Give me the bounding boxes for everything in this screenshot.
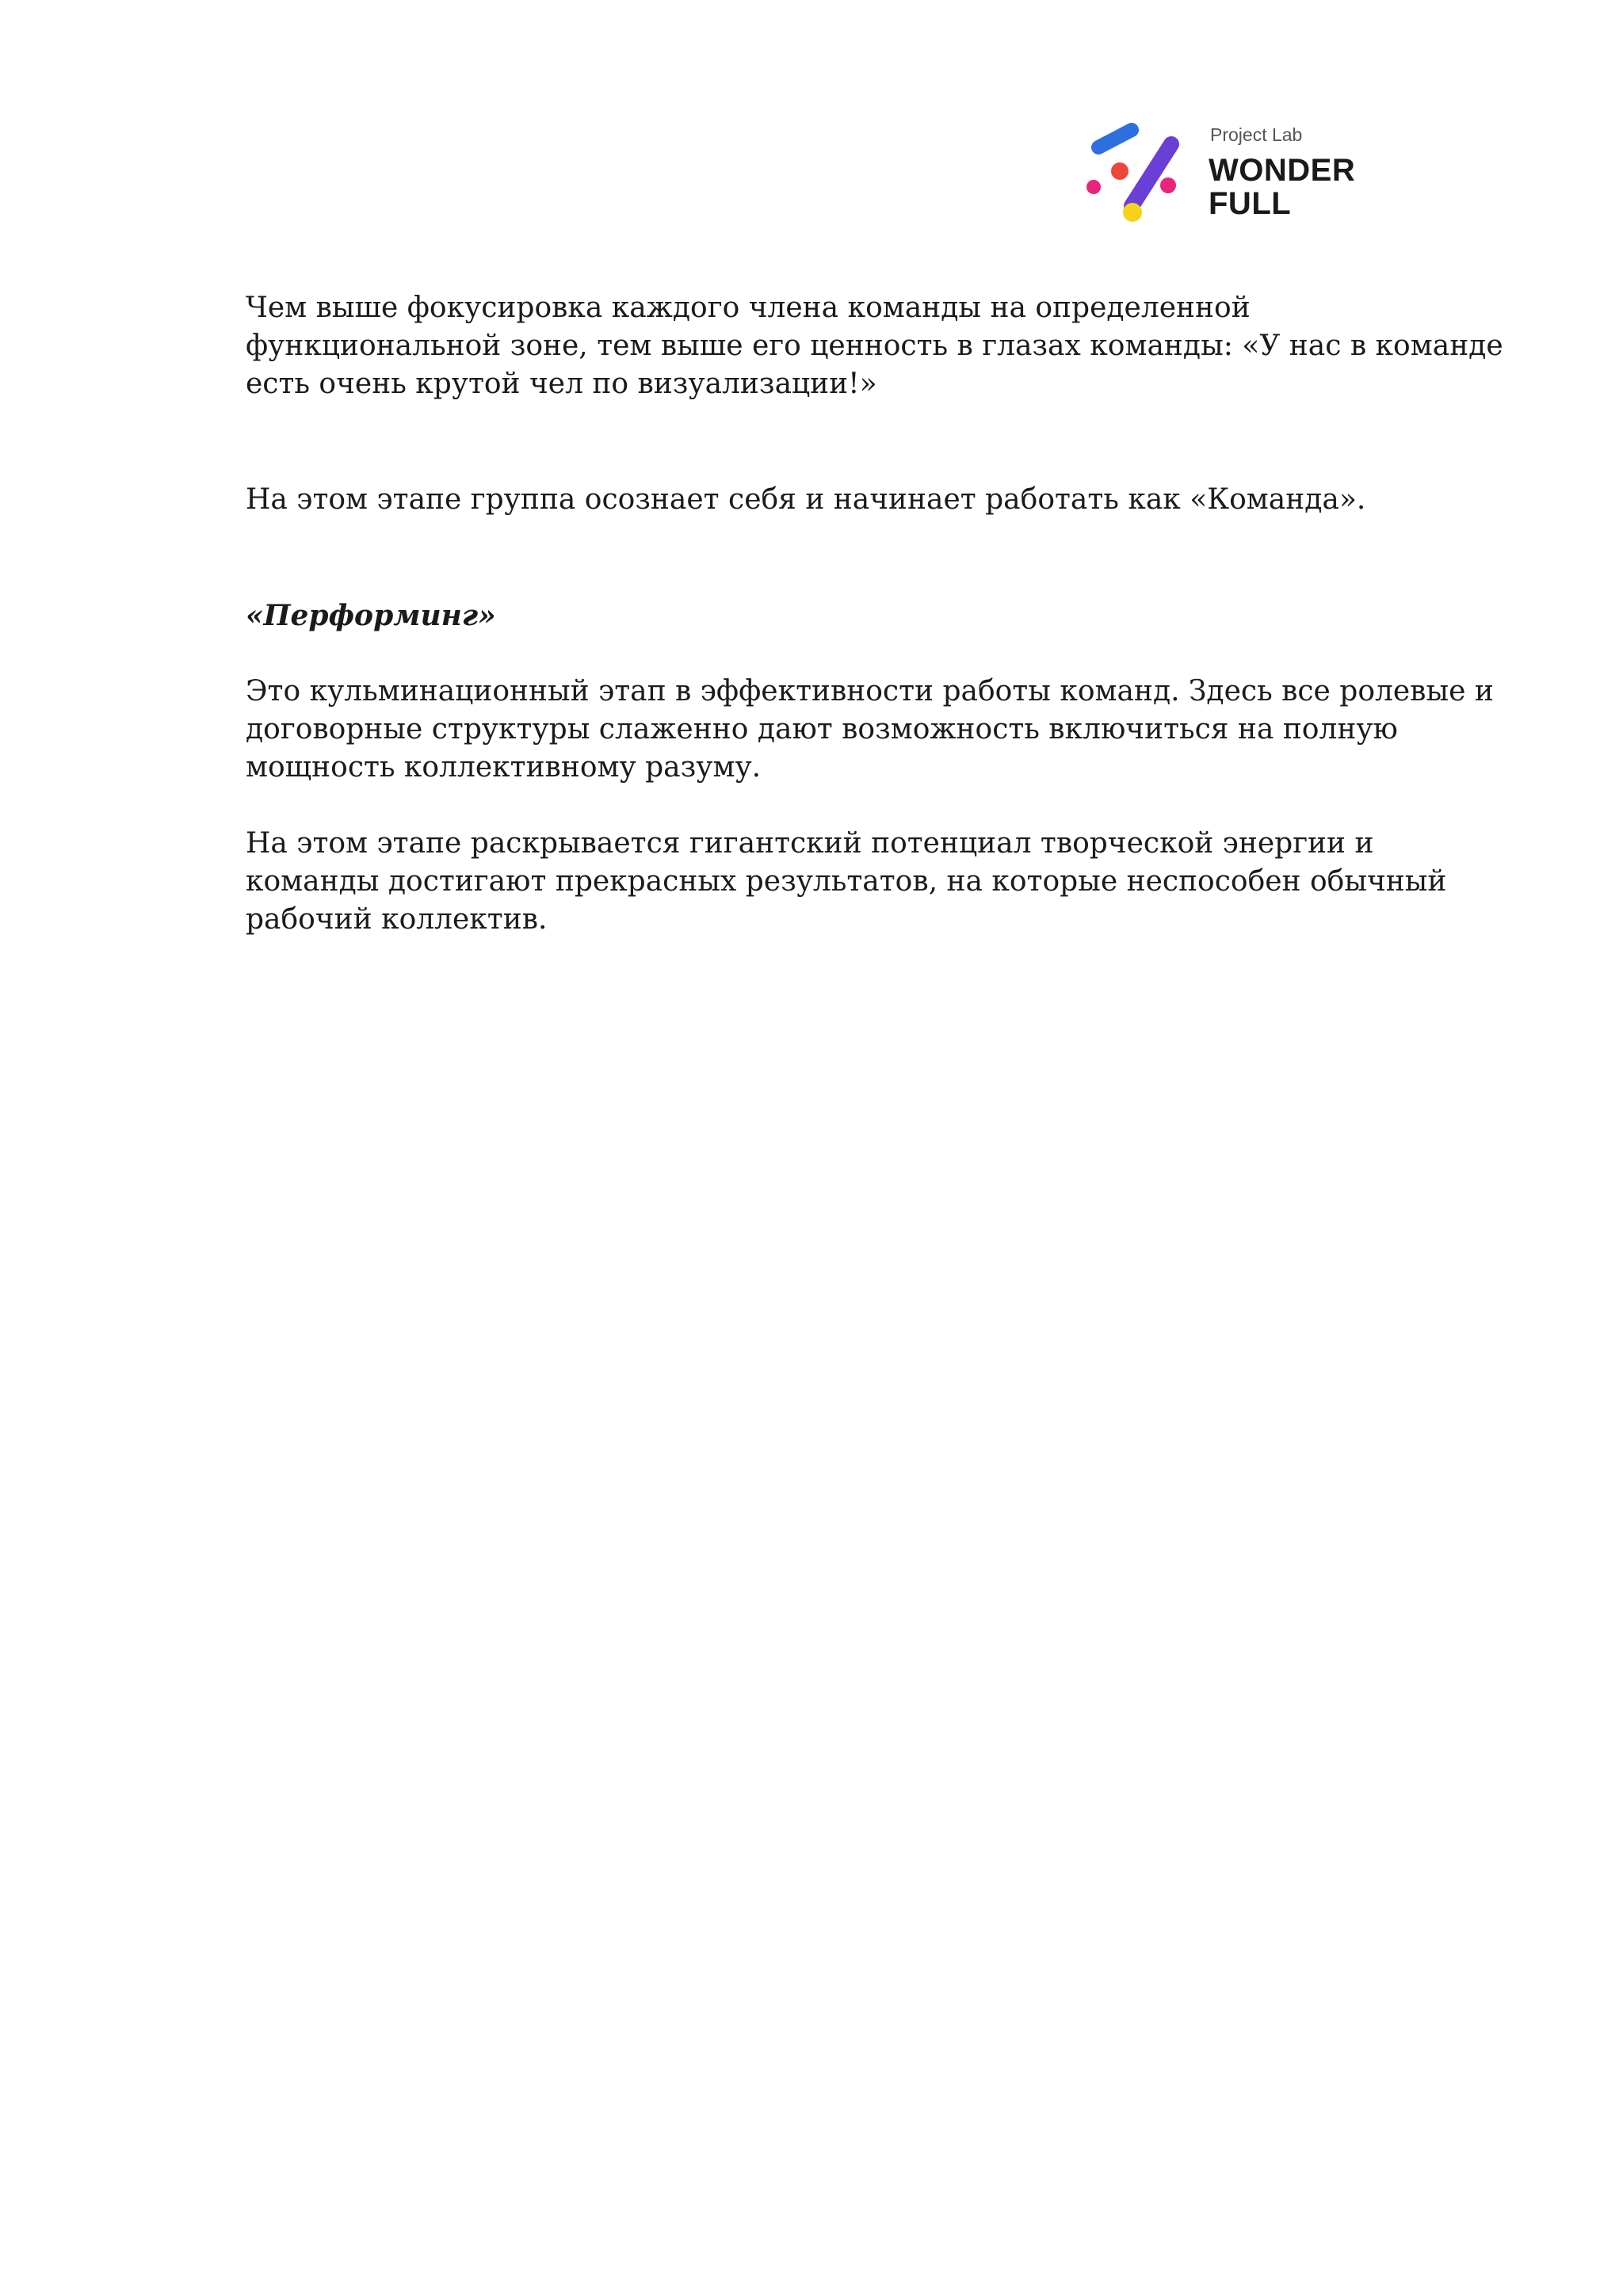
logo-red-dot bbox=[1111, 162, 1128, 180]
paragraph-culmination bbox=[246, 673, 1506, 787]
logo-subtitle: Project Lab bbox=[1210, 124, 1303, 145]
paragraph-line: функциональной зоне, тем выше его ценность в глазах команды: «У нас в команде bbox=[246, 330, 1503, 362]
logo-wordmark bbox=[1209, 154, 1355, 220]
paragraph-line: договорные структуры слаженно дают возможность включиться на полную bbox=[246, 713, 1398, 746]
logo-blue-bar bbox=[1098, 130, 1132, 147]
paragraph-line: Чем выше фокусировка каждого члена команды на определенной bbox=[246, 292, 1251, 324]
paragraph-line: есть очень крутой чел по визуализации!» bbox=[246, 368, 877, 400]
logo-pink-dot-2 bbox=[1160, 177, 1176, 193]
logo-pink-dot bbox=[1086, 180, 1101, 194]
logo-wordmark-line1: WONDER bbox=[1209, 153, 1356, 188]
paragraph-potential bbox=[246, 825, 1506, 939]
paragraph-team-stage: На этом этапе группа осознает себя и начинает работать как «Команда». bbox=[246, 483, 1366, 516]
logo-mark-icon bbox=[1086, 119, 1189, 230]
paragraph-line: рабочий коллектив. bbox=[246, 903, 548, 936]
logo-yellow-dot bbox=[1123, 203, 1142, 222]
paragraph-line: мощность коллективному разуму. bbox=[246, 751, 762, 784]
paragraph-line: На этом этапе раскрывается гигантский потенциал творческой энергии и bbox=[246, 827, 1374, 860]
project-lab-logo bbox=[1086, 119, 1371, 230]
paragraph-line: команды достигают прекрасных результатов, на которые неспособен обычный bbox=[246, 865, 1447, 898]
document-body bbox=[246, 289, 1506, 939]
paragraph-line: Это кульминационный этап в эффективности работы команд. Здесь все ролевые и bbox=[246, 675, 1494, 707]
paragraph-focus bbox=[246, 289, 1506, 403]
section-heading-performing: «Перформинг» bbox=[246, 599, 496, 632]
logo-wordmark-line2: FULL bbox=[1209, 186, 1292, 221]
logo-purple-bar bbox=[1132, 144, 1171, 206]
